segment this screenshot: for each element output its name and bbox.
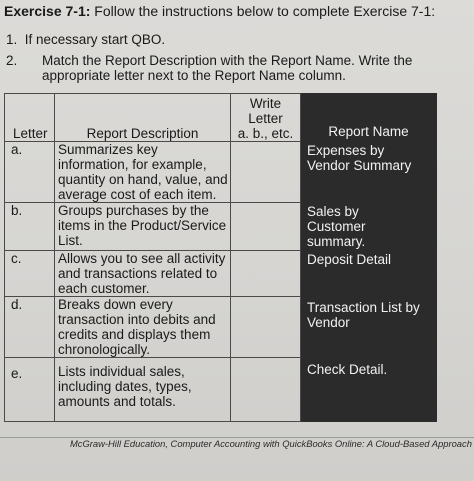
row-write-letter-blank[interactable]	[231, 203, 301, 251]
row-letter: c.	[5, 251, 55, 297]
instruction-2-line2: appropriate letter next to the Report Name column.	[42, 68, 346, 83]
instruction-1-number: 1.	[6, 32, 18, 47]
header-write-letter: Write Letter a. b., etc.	[231, 94, 301, 142]
row-letter: e.	[5, 358, 55, 422]
row-description: Lists individual sales, including dates, types, amounts and totals.	[55, 358, 231, 422]
instruction-2-text-line1: Match the Report Description with the Report Name. Write the	[42, 53, 413, 68]
report-name-option: Transaction List by Vendor	[301, 297, 437, 358]
exercise-title-rest: Follow the instructions below to complete Exercise 7-1:	[90, 3, 436, 19]
report-name-option: Expenses by Vendor Summary	[301, 142, 437, 203]
header-description: Report Description	[55, 94, 231, 142]
table-row	[5, 142, 437, 203]
report-name-option: Sales by Customer summary.	[301, 203, 437, 251]
row-description: Summarizes key information, for example, quantity on hand, value, and average cost of each item.	[55, 142, 231, 203]
instruction-1-text: If necessary start QBO.	[24, 32, 166, 47]
table-row	[5, 203, 437, 251]
row-write-letter-blank[interactable]	[231, 251, 301, 297]
header-report-name: Report Name	[301, 94, 437, 142]
row-description: Allows you to see all activity and transactions related to each customer.	[55, 251, 231, 297]
table-header-row	[5, 94, 437, 142]
row-write-letter-blank[interactable]	[231, 142, 301, 203]
row-letter: d.	[5, 297, 55, 358]
exercise-title	[4, 3, 435, 19]
report-name-option: Check Detail.	[301, 358, 437, 422]
row-write-letter-blank[interactable]	[231, 358, 301, 422]
report-name-option: Deposit Detail	[301, 251, 437, 297]
report-matching-table	[4, 93, 437, 422]
instruction-2	[6, 53, 412, 68]
exercise-title-bold: Exercise 7-1:	[4, 3, 91, 19]
row-letter: b.	[5, 203, 55, 251]
instruction-1	[6, 32, 165, 47]
table-row	[5, 358, 437, 422]
row-description: Breaks down every transaction into debits and credits and displays them chronologically.	[55, 297, 231, 358]
row-letter: a.	[5, 142, 55, 203]
row-description: Groups purchases by the items in the Product/Service List.	[55, 203, 231, 251]
footer-citation: McGraw-Hill Education, Computer Accounting with QuickBooks Online: A Cloud-Based Approach	[70, 438, 472, 449]
table-row	[5, 297, 437, 358]
header-letter: Letter	[5, 94, 55, 142]
row-write-letter-blank[interactable]	[231, 297, 301, 358]
instruction-2-number: 2.	[6, 53, 18, 68]
table-row	[5, 251, 437, 297]
